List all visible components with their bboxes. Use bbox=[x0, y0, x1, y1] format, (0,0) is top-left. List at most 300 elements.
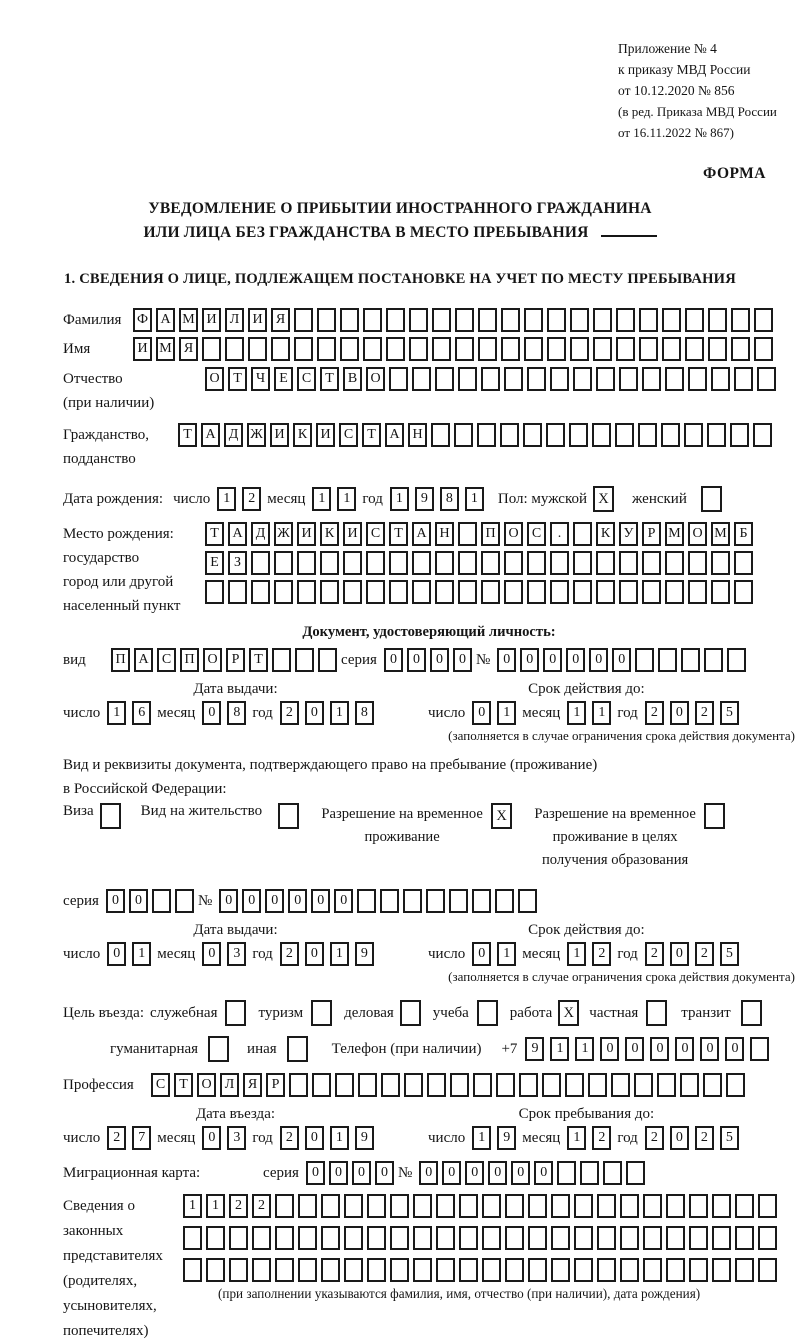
form-box[interactable]: 0 bbox=[543, 648, 562, 672]
form-box[interactable] bbox=[458, 580, 477, 604]
form-box[interactable] bbox=[504, 551, 523, 575]
form-box[interactable] bbox=[473, 1073, 492, 1097]
form-box[interactable]: 1 bbox=[107, 701, 126, 725]
form-box[interactable] bbox=[412, 580, 431, 604]
form-box[interactable]: Е bbox=[205, 551, 224, 575]
form-box[interactable] bbox=[546, 423, 565, 447]
sex-male-checkbox[interactable]: X bbox=[593, 486, 614, 512]
form-box[interactable] bbox=[318, 648, 337, 672]
form-box[interactable] bbox=[662, 337, 681, 361]
form-box[interactable]: И bbox=[248, 308, 267, 332]
form-box[interactable]: 0 bbox=[625, 1037, 644, 1061]
form-box[interactable]: 0 bbox=[305, 942, 324, 966]
form-box[interactable]: И bbox=[343, 522, 362, 546]
form-box[interactable]: 1 bbox=[497, 701, 516, 725]
form-box[interactable] bbox=[735, 1194, 754, 1218]
form-box[interactable] bbox=[298, 1194, 317, 1218]
form-box[interactable] bbox=[505, 1194, 524, 1218]
form-box[interactable]: П bbox=[180, 648, 199, 672]
form-box[interactable] bbox=[707, 423, 726, 447]
form-box[interactable] bbox=[565, 1073, 584, 1097]
form-box[interactable] bbox=[712, 1226, 731, 1250]
form-box[interactable]: 0 bbox=[511, 1161, 530, 1185]
form-box[interactable] bbox=[570, 308, 589, 332]
form-box[interactable]: 1 bbox=[567, 701, 586, 725]
form-box[interactable] bbox=[482, 1194, 501, 1218]
form-box[interactable] bbox=[478, 337, 497, 361]
form-box[interactable]: 2 bbox=[252, 1194, 271, 1218]
form-box[interactable] bbox=[501, 337, 520, 361]
form-box[interactable]: 2 bbox=[242, 487, 261, 511]
form-box[interactable] bbox=[580, 1161, 599, 1185]
form-box[interactable]: 1 bbox=[330, 942, 349, 966]
form-box[interactable]: Я bbox=[271, 308, 290, 332]
form-box[interactable] bbox=[403, 889, 422, 913]
form-box[interactable]: 1 bbox=[592, 701, 611, 725]
form-box[interactable] bbox=[481, 367, 500, 391]
purpose-tourism-checkbox[interactable] bbox=[311, 1000, 332, 1026]
form-box[interactable] bbox=[603, 1161, 622, 1185]
form-box[interactable] bbox=[459, 1226, 478, 1250]
form-box[interactable]: 0 bbox=[442, 1161, 461, 1185]
form-box[interactable] bbox=[643, 1226, 662, 1250]
form-box[interactable] bbox=[409, 308, 428, 332]
form-box[interactable] bbox=[757, 367, 776, 391]
sex-female-checkbox[interactable] bbox=[701, 486, 722, 512]
form-box[interactable]: 1 bbox=[330, 1126, 349, 1150]
form-box[interactable]: 8 bbox=[440, 487, 459, 511]
form-box[interactable] bbox=[274, 580, 293, 604]
form-box[interactable] bbox=[289, 1073, 308, 1097]
form-box[interactable]: 0 bbox=[407, 648, 426, 672]
form-box[interactable] bbox=[597, 1258, 616, 1282]
form-box[interactable]: А bbox=[228, 522, 247, 546]
form-box[interactable] bbox=[317, 308, 336, 332]
form-box[interactable] bbox=[297, 551, 316, 575]
form-box[interactable] bbox=[593, 337, 612, 361]
form-box[interactable]: 8 bbox=[355, 701, 374, 725]
form-box[interactable]: 0 bbox=[107, 942, 126, 966]
form-box[interactable] bbox=[634, 1073, 653, 1097]
form-box[interactable] bbox=[635, 648, 654, 672]
form-box[interactable] bbox=[551, 1194, 570, 1218]
form-box[interactable] bbox=[758, 1194, 777, 1218]
form-box[interactable]: О bbox=[688, 522, 707, 546]
form-box[interactable]: П bbox=[481, 522, 500, 546]
form-box[interactable]: Ф bbox=[133, 308, 152, 332]
form-box[interactable] bbox=[481, 580, 500, 604]
form-box[interactable] bbox=[275, 1194, 294, 1218]
form-box[interactable]: 1 bbox=[312, 487, 331, 511]
form-box[interactable] bbox=[366, 580, 385, 604]
form-box[interactable] bbox=[251, 580, 270, 604]
form-box[interactable]: 0 bbox=[670, 942, 689, 966]
form-box[interactable] bbox=[574, 1226, 593, 1250]
form-box[interactable] bbox=[661, 423, 680, 447]
edu-permit-checkbox[interactable] bbox=[704, 803, 725, 829]
form-box[interactable] bbox=[712, 1258, 731, 1282]
form-box[interactable] bbox=[432, 308, 451, 332]
form-box[interactable]: А bbox=[156, 308, 175, 332]
form-box[interactable] bbox=[404, 1073, 423, 1097]
form-box[interactable] bbox=[458, 551, 477, 575]
form-box[interactable] bbox=[642, 580, 661, 604]
form-box[interactable] bbox=[689, 1194, 708, 1218]
form-box[interactable]: 0 bbox=[219, 889, 238, 913]
form-box[interactable] bbox=[436, 1194, 455, 1218]
form-box[interactable] bbox=[688, 367, 707, 391]
form-box[interactable] bbox=[524, 308, 543, 332]
form-box[interactable] bbox=[272, 648, 291, 672]
form-box[interactable] bbox=[412, 551, 431, 575]
form-box[interactable] bbox=[320, 580, 339, 604]
form-box[interactable]: С bbox=[366, 522, 385, 546]
form-box[interactable] bbox=[665, 367, 684, 391]
form-box[interactable] bbox=[638, 423, 657, 447]
form-box[interactable] bbox=[528, 1258, 547, 1282]
form-box[interactable] bbox=[343, 551, 362, 575]
form-box[interactable] bbox=[380, 889, 399, 913]
form-box[interactable] bbox=[681, 648, 700, 672]
form-box[interactable]: К bbox=[320, 522, 339, 546]
form-box[interactable] bbox=[225, 337, 244, 361]
form-box[interactable]: 0 bbox=[106, 889, 125, 913]
form-box[interactable]: Т bbox=[228, 367, 247, 391]
form-box[interactable]: 0 bbox=[430, 648, 449, 672]
form-box[interactable]: 0 bbox=[202, 1126, 221, 1150]
form-box[interactable]: 0 bbox=[700, 1037, 719, 1061]
form-box[interactable] bbox=[344, 1226, 363, 1250]
form-box[interactable] bbox=[708, 308, 727, 332]
form-box[interactable] bbox=[390, 1226, 409, 1250]
form-box[interactable] bbox=[343, 580, 362, 604]
form-box[interactable]: Ж bbox=[274, 522, 293, 546]
form-box[interactable]: 0 bbox=[202, 701, 221, 725]
form-box[interactable] bbox=[639, 308, 658, 332]
form-box[interactable] bbox=[734, 367, 753, 391]
form-box[interactable] bbox=[202, 337, 221, 361]
form-box[interactable]: Т bbox=[174, 1073, 193, 1097]
form-box[interactable]: 1 bbox=[575, 1037, 594, 1061]
form-box[interactable]: 1 bbox=[337, 487, 356, 511]
form-box[interactable]: Р bbox=[642, 522, 661, 546]
form-box[interactable] bbox=[450, 1073, 469, 1097]
form-box[interactable]: 0 bbox=[375, 1161, 394, 1185]
form-box[interactable] bbox=[229, 1258, 248, 1282]
form-box[interactable] bbox=[413, 1194, 432, 1218]
form-box[interactable] bbox=[666, 1226, 685, 1250]
form-box[interactable]: 2 bbox=[645, 1126, 664, 1150]
residence-permit-checkbox[interactable] bbox=[278, 803, 299, 829]
form-box[interactable]: Т bbox=[178, 423, 197, 447]
form-box[interactable] bbox=[666, 1258, 685, 1282]
form-box[interactable] bbox=[367, 1194, 386, 1218]
form-box[interactable]: 2 bbox=[695, 942, 714, 966]
form-box[interactable] bbox=[708, 337, 727, 361]
form-box[interactable] bbox=[206, 1226, 225, 1250]
form-box[interactable]: Д bbox=[224, 423, 243, 447]
form-box[interactable]: О bbox=[205, 367, 224, 391]
form-box[interactable]: 0 bbox=[675, 1037, 694, 1061]
form-box[interactable] bbox=[298, 1258, 317, 1282]
form-box[interactable] bbox=[390, 1258, 409, 1282]
form-box[interactable]: 1 bbox=[206, 1194, 225, 1218]
form-box[interactable] bbox=[616, 308, 635, 332]
purpose-other-checkbox[interactable] bbox=[287, 1036, 308, 1062]
form-box[interactable] bbox=[357, 889, 376, 913]
form-box[interactable]: И bbox=[202, 308, 221, 332]
form-box[interactable] bbox=[435, 551, 454, 575]
form-box[interactable] bbox=[688, 580, 707, 604]
form-box[interactable]: П bbox=[111, 648, 130, 672]
form-box[interactable] bbox=[366, 551, 385, 575]
form-box[interactable]: 2 bbox=[592, 1126, 611, 1150]
form-box[interactable]: 1 bbox=[183, 1194, 202, 1218]
form-box[interactable]: О bbox=[366, 367, 385, 391]
form-box[interactable]: А bbox=[412, 522, 431, 546]
form-box[interactable] bbox=[731, 308, 750, 332]
form-box[interactable]: Т bbox=[249, 648, 268, 672]
form-box[interactable] bbox=[505, 1226, 524, 1250]
form-box[interactable] bbox=[527, 367, 546, 391]
form-box[interactable] bbox=[481, 551, 500, 575]
form-box[interactable]: У bbox=[619, 522, 638, 546]
form-box[interactable] bbox=[688, 551, 707, 575]
form-box[interactable]: 0 bbox=[472, 701, 491, 725]
form-box[interactable] bbox=[528, 1194, 547, 1218]
form-box[interactable] bbox=[495, 889, 514, 913]
form-box[interactable]: И bbox=[270, 423, 289, 447]
form-box[interactable]: Н bbox=[408, 423, 427, 447]
form-box[interactable] bbox=[597, 1226, 616, 1250]
form-box[interactable] bbox=[386, 337, 405, 361]
form-box[interactable] bbox=[569, 423, 588, 447]
form-box[interactable]: 0 bbox=[311, 889, 330, 913]
form-box[interactable] bbox=[524, 337, 543, 361]
form-box[interactable] bbox=[458, 522, 477, 546]
form-box[interactable] bbox=[432, 337, 451, 361]
form-box[interactable] bbox=[551, 1226, 570, 1250]
form-box[interactable] bbox=[436, 1226, 455, 1250]
purpose-study-checkbox[interactable] bbox=[477, 1000, 498, 1026]
form-box[interactable] bbox=[734, 580, 753, 604]
form-box[interactable]: 0 bbox=[329, 1161, 348, 1185]
form-box[interactable] bbox=[252, 1258, 271, 1282]
form-box[interactable] bbox=[596, 580, 615, 604]
form-box[interactable]: 0 bbox=[202, 942, 221, 966]
form-box[interactable]: 1 bbox=[465, 487, 484, 511]
form-box[interactable]: 0 bbox=[670, 1126, 689, 1150]
form-box[interactable] bbox=[478, 308, 497, 332]
form-box[interactable] bbox=[662, 308, 681, 332]
form-box[interactable] bbox=[426, 889, 445, 913]
form-box[interactable] bbox=[390, 1194, 409, 1218]
form-box[interactable] bbox=[550, 367, 569, 391]
form-box[interactable] bbox=[206, 1258, 225, 1282]
form-box[interactable] bbox=[340, 337, 359, 361]
form-box[interactable] bbox=[431, 423, 450, 447]
form-box[interactable] bbox=[619, 551, 638, 575]
form-box[interactable] bbox=[477, 423, 496, 447]
form-box[interactable] bbox=[550, 580, 569, 604]
form-box[interactable]: Ч bbox=[251, 367, 270, 391]
form-box[interactable] bbox=[413, 1226, 432, 1250]
form-box[interactable] bbox=[389, 367, 408, 391]
form-box[interactable] bbox=[619, 580, 638, 604]
form-box[interactable] bbox=[557, 1161, 576, 1185]
form-box[interactable] bbox=[504, 580, 523, 604]
form-box[interactable]: М bbox=[665, 522, 684, 546]
form-box[interactable] bbox=[528, 1226, 547, 1250]
form-box[interactable] bbox=[455, 308, 474, 332]
form-box[interactable] bbox=[274, 551, 293, 575]
form-box[interactable] bbox=[620, 1258, 639, 1282]
form-box[interactable] bbox=[726, 1073, 745, 1097]
form-box[interactable] bbox=[704, 648, 723, 672]
form-box[interactable]: Я bbox=[243, 1073, 262, 1097]
form-box[interactable] bbox=[252, 1226, 271, 1250]
form-box[interactable]: О bbox=[197, 1073, 216, 1097]
form-box[interactable] bbox=[389, 580, 408, 604]
form-box[interactable] bbox=[312, 1073, 331, 1097]
form-box[interactable]: 0 bbox=[288, 889, 307, 913]
form-box[interactable] bbox=[689, 1258, 708, 1282]
form-box[interactable] bbox=[205, 580, 224, 604]
form-box[interactable]: 1 bbox=[567, 942, 586, 966]
form-box[interactable] bbox=[363, 308, 382, 332]
form-box[interactable]: С bbox=[157, 648, 176, 672]
form-box[interactable] bbox=[550, 551, 569, 575]
form-box[interactable] bbox=[643, 1194, 662, 1218]
form-box[interactable] bbox=[295, 648, 314, 672]
form-box[interactable]: 1 bbox=[472, 1126, 491, 1150]
form-box[interactable]: . bbox=[550, 522, 569, 546]
form-box[interactable]: 9 bbox=[497, 1126, 516, 1150]
form-box[interactable] bbox=[593, 308, 612, 332]
form-box[interactable]: 1 bbox=[550, 1037, 569, 1061]
form-box[interactable] bbox=[458, 367, 477, 391]
form-box[interactable] bbox=[251, 551, 270, 575]
form-box[interactable]: 2 bbox=[280, 1126, 299, 1150]
purpose-business-checkbox[interactable] bbox=[400, 1000, 421, 1026]
visa-checkbox[interactable] bbox=[100, 803, 121, 829]
form-box[interactable] bbox=[519, 1073, 538, 1097]
form-box[interactable] bbox=[619, 367, 638, 391]
form-box[interactable] bbox=[427, 1073, 446, 1097]
form-box[interactable] bbox=[412, 367, 431, 391]
form-box[interactable] bbox=[616, 337, 635, 361]
form-box[interactable] bbox=[183, 1226, 202, 1250]
form-box[interactable] bbox=[596, 367, 615, 391]
form-box[interactable]: А bbox=[201, 423, 220, 447]
form-box[interactable]: Т bbox=[320, 367, 339, 391]
form-box[interactable] bbox=[620, 1226, 639, 1250]
form-box[interactable] bbox=[527, 551, 546, 575]
form-box[interactable] bbox=[344, 1194, 363, 1218]
form-box[interactable] bbox=[620, 1194, 639, 1218]
form-box[interactable]: 2 bbox=[695, 1126, 714, 1150]
form-box[interactable]: С bbox=[151, 1073, 170, 1097]
form-box[interactable] bbox=[367, 1258, 386, 1282]
form-box[interactable]: Т bbox=[389, 522, 408, 546]
form-box[interactable] bbox=[496, 1073, 515, 1097]
form-box[interactable] bbox=[712, 1194, 731, 1218]
form-box[interactable] bbox=[482, 1258, 501, 1282]
form-box[interactable]: 3 bbox=[227, 1126, 246, 1150]
form-box[interactable]: С bbox=[527, 522, 546, 546]
form-box[interactable]: Л bbox=[220, 1073, 239, 1097]
form-box[interactable]: 0 bbox=[334, 889, 353, 913]
form-box[interactable] bbox=[685, 308, 704, 332]
form-box[interactable] bbox=[340, 308, 359, 332]
form-box[interactable] bbox=[409, 337, 428, 361]
form-box[interactable] bbox=[321, 1194, 340, 1218]
form-box[interactable]: 0 bbox=[129, 889, 148, 913]
form-box[interactable] bbox=[551, 1258, 570, 1282]
form-box[interactable] bbox=[500, 423, 519, 447]
form-box[interactable] bbox=[435, 580, 454, 604]
form-box[interactable] bbox=[573, 367, 592, 391]
form-box[interactable] bbox=[248, 337, 267, 361]
form-box[interactable] bbox=[175, 889, 194, 913]
form-box[interactable]: Б bbox=[734, 522, 753, 546]
form-box[interactable] bbox=[665, 551, 684, 575]
form-box[interactable]: К bbox=[293, 423, 312, 447]
form-box[interactable] bbox=[642, 551, 661, 575]
form-box[interactable] bbox=[275, 1258, 294, 1282]
form-box[interactable] bbox=[754, 337, 773, 361]
form-box[interactable]: 9 bbox=[525, 1037, 544, 1061]
form-box[interactable]: Н bbox=[435, 522, 454, 546]
form-box[interactable] bbox=[611, 1073, 630, 1097]
form-box[interactable] bbox=[229, 1226, 248, 1250]
form-box[interactable] bbox=[542, 1073, 561, 1097]
form-box[interactable]: 9 bbox=[355, 942, 374, 966]
form-box[interactable] bbox=[758, 1226, 777, 1250]
purpose-humanitarian-checkbox[interactable] bbox=[208, 1036, 229, 1062]
form-box[interactable]: И bbox=[297, 522, 316, 546]
form-box[interactable]: В bbox=[343, 367, 362, 391]
form-box[interactable] bbox=[703, 1073, 722, 1097]
form-box[interactable]: А bbox=[134, 648, 153, 672]
form-box[interactable] bbox=[363, 337, 382, 361]
form-box[interactable] bbox=[183, 1258, 202, 1282]
form-box[interactable] bbox=[501, 308, 520, 332]
form-box[interactable]: Я bbox=[179, 337, 198, 361]
form-box[interactable] bbox=[642, 367, 661, 391]
form-box[interactable]: Ж bbox=[247, 423, 266, 447]
form-box[interactable] bbox=[573, 522, 592, 546]
form-box[interactable] bbox=[685, 337, 704, 361]
form-box[interactable]: 2 bbox=[645, 942, 664, 966]
form-box[interactable] bbox=[335, 1073, 354, 1097]
form-box[interactable]: 7 bbox=[132, 1126, 151, 1150]
form-box[interactable] bbox=[731, 337, 750, 361]
form-box[interactable]: 0 bbox=[600, 1037, 619, 1061]
form-box[interactable] bbox=[454, 423, 473, 447]
form-box[interactable]: 0 bbox=[472, 942, 491, 966]
form-box[interactable]: 0 bbox=[534, 1161, 553, 1185]
form-box[interactable]: 2 bbox=[645, 701, 664, 725]
form-box[interactable]: О bbox=[203, 648, 222, 672]
form-box[interactable]: 1 bbox=[390, 487, 409, 511]
form-box[interactable] bbox=[711, 367, 730, 391]
form-box[interactable] bbox=[275, 1226, 294, 1250]
form-box[interactable]: Д bbox=[251, 522, 270, 546]
form-box[interactable] bbox=[626, 1161, 645, 1185]
form-box[interactable]: 6 bbox=[132, 701, 151, 725]
form-box[interactable] bbox=[523, 423, 542, 447]
